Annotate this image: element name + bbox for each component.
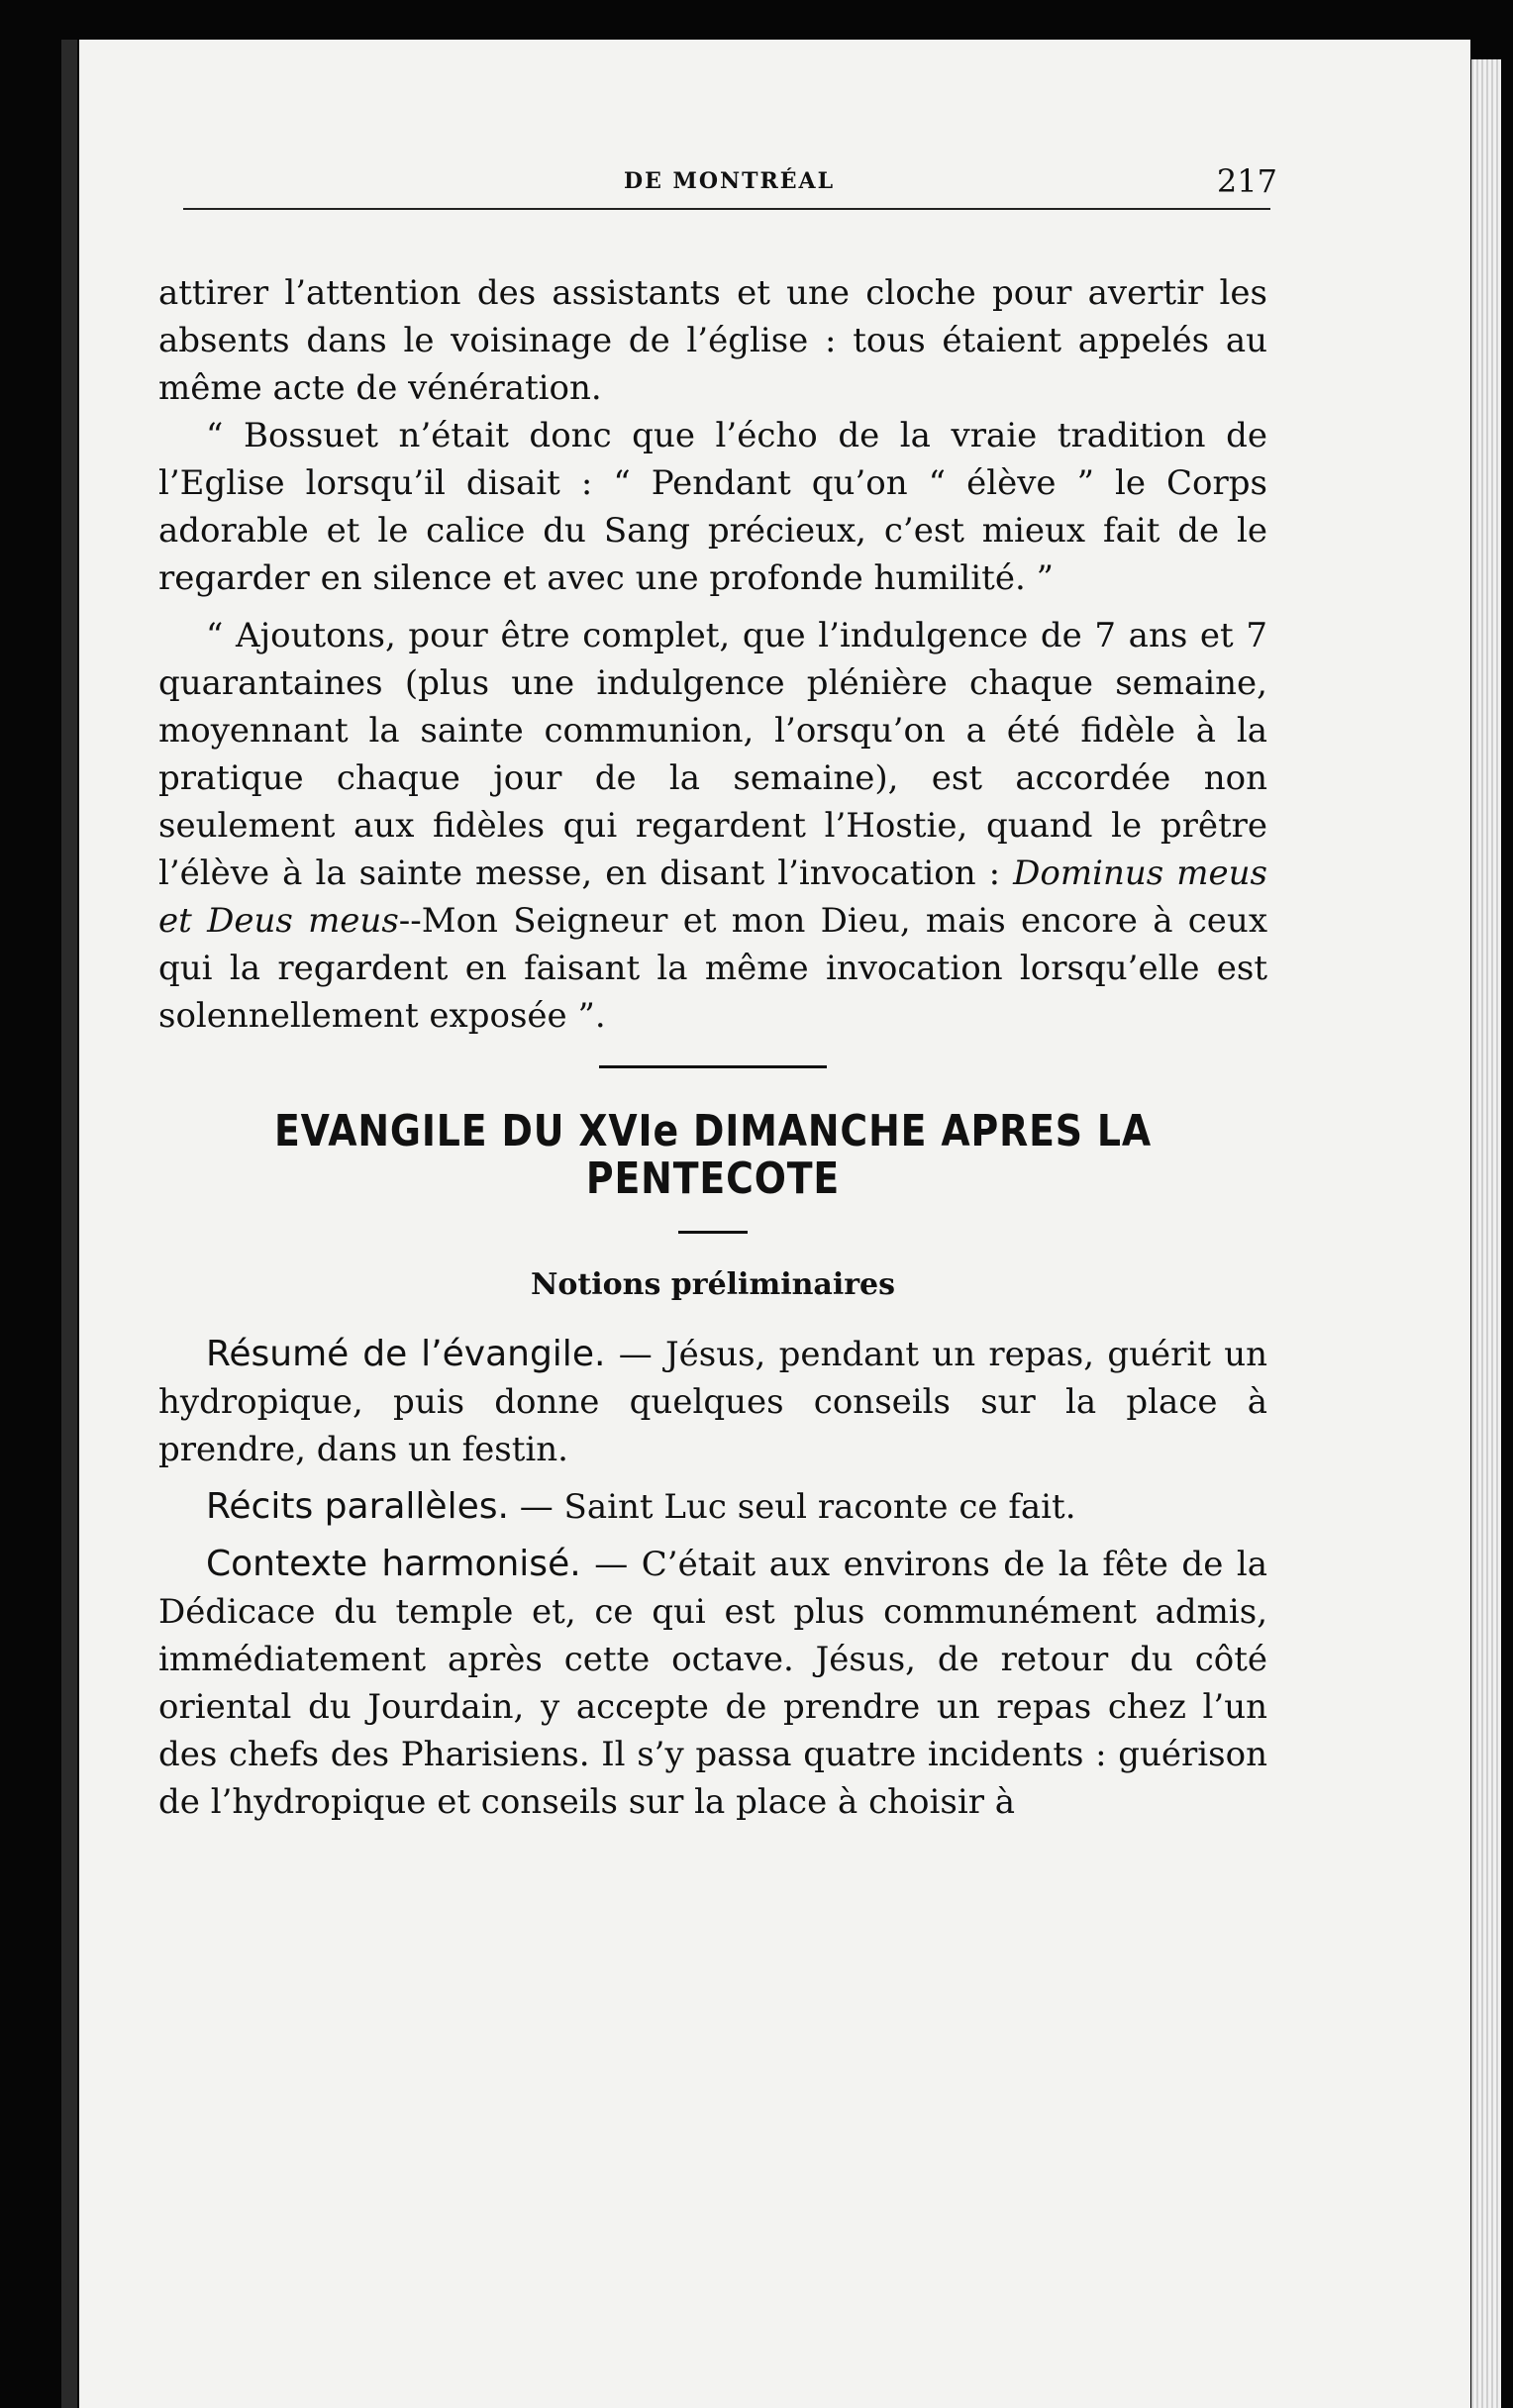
paragraph-3-part-a: “ Ajoutons, pour être complet, que l’indulgence de 7 ans et 7 quarantaines (plus une indulgence plénière chaque semaine, moyennant la sainte communion, l’orsqu’on a été fidèle à la pratique chaque jour de la semaine), est accordée non seulement aux fidèles qui regardent l’Hostie, quand le prêtre l’élève à la sainte messe, en disant l’invocation : xyxy=(158,616,1267,893)
entry-resume xyxy=(158,1331,1267,1473)
paragraph-1: attirer l’attention des assistants et une cloche pour avertir les absents dans le voisinage de l’église : tous étaient appelés au même acte de vénération. xyxy=(158,273,1267,408)
book-binding xyxy=(61,40,77,2408)
entry-recits xyxy=(158,1483,1267,1531)
entry-contexte xyxy=(158,1541,1267,1826)
page-body xyxy=(158,269,1267,1826)
running-title: DE MONTRÉAL xyxy=(624,168,836,194)
entry-lead: Contexte harmonisé. xyxy=(206,1544,581,1584)
paragraph-2: “ Bossuet n’était donc que l’écho de la vraie tradition de l’Eglise lorsqu’il disait : “ Pendant qu’on “ élève ” le Corps adorable et le calice du Sang précieux, c’est mieux fait de le regarder en silence et avec une profonde humilité. ” xyxy=(158,416,1267,598)
paragraph-3 xyxy=(158,612,1267,1040)
paragraph-3-part-b: --Mon Seigneur et mon Dieu, mais encore à ceux qui la regardent en faisant la même invocation lorsqu’elle est solennellement exposée ”. xyxy=(158,901,1267,1036)
entry-text: — C’était aux environs de la fête de la Dédicace du temple et, ce qui est plus communément admis, immédiatement après cette octave. Jésus, de retour du côté oriental du Jourdain, y accepte de prendre un repas chez l’un des chefs des Pharisiens. Il s’y passa quatre incidents : guérison de l’hydropique et conseils sur la place à choisir à xyxy=(158,1545,1268,1822)
title-rule xyxy=(678,1231,748,1234)
page-number: 217 xyxy=(1216,162,1277,200)
entry-text: — Jésus, pendant un repas, guérit un hydropique, puis donne quelques conseils sur la place à prendre, dans un festin. xyxy=(158,1335,1267,1469)
subheading: Notions préliminaires xyxy=(530,1267,896,1302)
header-rule xyxy=(183,208,1270,210)
entry-lead: Récits parallèles. xyxy=(206,1486,509,1527)
running-header xyxy=(158,162,1277,208)
section-separator xyxy=(599,1065,827,1068)
entry-text: — Saint Luc seul raconte ce fait. xyxy=(519,1487,1076,1527)
entry-lead: Résumé de l’évangile. xyxy=(206,1334,606,1374)
section-title: EVANGILE DU XVIe DIMANCHE APRES LA PENTECOTE xyxy=(273,1106,1153,1204)
page-edges xyxy=(1471,59,1501,2408)
latin-invocation: Dominus meus et Deus meus xyxy=(158,853,1267,941)
